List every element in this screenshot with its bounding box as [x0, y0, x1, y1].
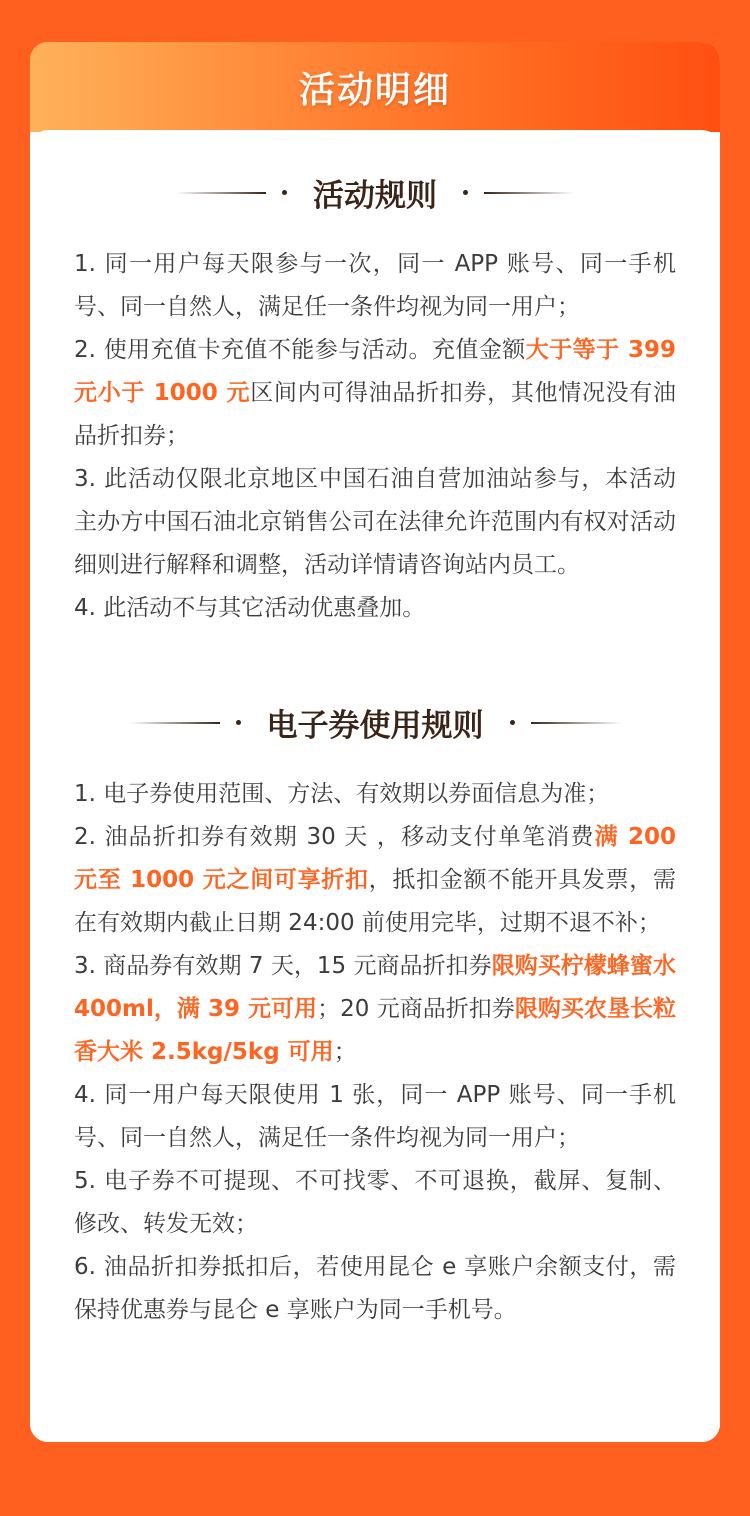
rule-item: 4. 同一用户每天限使用 1 张，同一 APP 账号、同一手机号、同一自然人，满足任一条件均视为同一用户；: [74, 1082, 676, 1151]
highlight-text: 大于等于 399 元小于 1000 元: [74, 337, 676, 406]
page-title: 活动明细: [298, 69, 451, 111]
heading-decoration-left: [176, 190, 287, 195]
heading-decoration-right: [463, 190, 574, 195]
section-title: 电子券使用规则: [266, 708, 484, 744]
rule-item: 1. 电子券使用范围、方法、有效期以券面信息为准；: [74, 781, 610, 807]
section-title: 活动规则: [313, 178, 437, 214]
highlight-text: 满 200 元至 1000 元之间可享折扣: [74, 824, 676, 893]
section-heading-activity-rules: [74, 170, 676, 215]
rule-item: 5. 电子券不可提现、不可找零、不可退换，截屏、复制、修改、转发无效；: [74, 1168, 676, 1237]
card-body: [30, 130, 720, 1442]
rule-item: 2. 使用充值卡充值不能参与活动。充值金额大于等于 399 元小于 1000 元区间内可得油品折扣券，其他情况没有油品折扣券；: [74, 337, 677, 449]
rule-item: 2. 油品折扣券有效期 30 天 ，移动支付单笔消费满 200 元至 1000 元之间可享折扣，抵扣金额不能开具发票，需在有效期内截止日期 24:00 前使用完毕，过期不退不补；: [74, 824, 677, 936]
highlight-text: 限购买农垦长粒香大米 2.5kg/5kg 可用: [74, 996, 677, 1065]
activity-details-card: [30, 42, 720, 1442]
section-heading-coupon-rules: [74, 700, 676, 745]
rule-item: 3. 此活动仅限北京地区中国石油自营加油站参与，本活动主办方中国石油北京销售公司在法律允许范围内有权对活动细则进行解释和调整，活动详情请咨询站内员工。: [74, 466, 676, 578]
card-header: [30, 42, 720, 132]
rule-item: 3. 商品券有效期 7 天，15 元商品折扣券限购买柠檬蜂蜜水 400ml，满 39 元可用；20 元商品折扣券限购买农垦长粒香大米 2.5kg/5kg 可用；: [74, 953, 677, 1065]
rule-item: 4. 此活动不与其它活动优惠叠加。: [74, 595, 426, 621]
rule-item: 6. 油品折扣券抵扣后，若使用昆仑 e 享账户余额支付，需保持优惠券与昆仑 e 享账户为同一手机号。: [74, 1254, 676, 1323]
highlight-text: 限购买柠檬蜂蜜水 400ml，满 39 元可用: [74, 953, 677, 1022]
heading-decoration-right: [510, 720, 621, 725]
heading-decoration-left: [130, 720, 241, 725]
rule-item: 1. 同一用户每天限参与一次，同一 APP 账号、同一手机号、同一自然人，满足任一条件均视为同一用户；: [74, 251, 676, 320]
